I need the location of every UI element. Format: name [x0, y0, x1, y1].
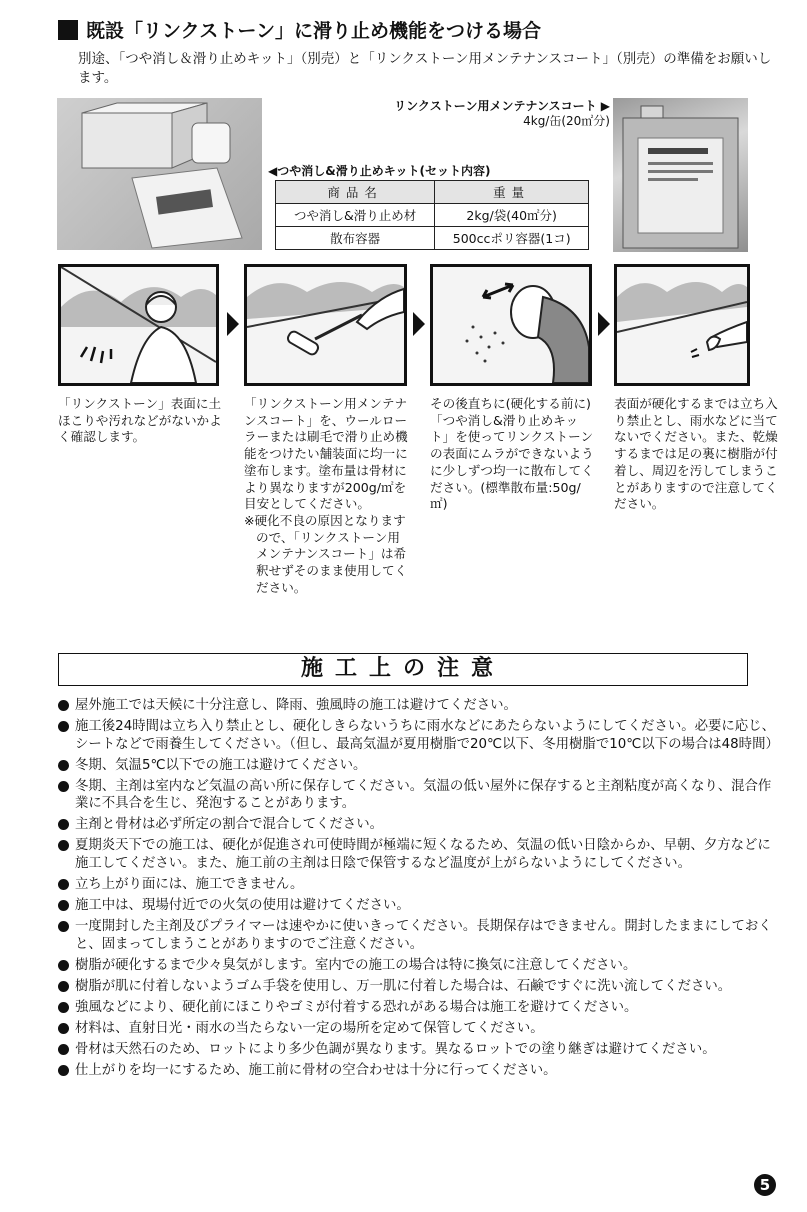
- list-item: 樹脂が肌に付着しないようゴム手袋を使用し、万一肌に付着した場合は、石鹸ですぐに洗い流してください。: [58, 978, 780, 996]
- list-item: 屋外施工では天候に十分注意し、降雨、強風時の施工は避けてください。: [58, 697, 780, 715]
- caution-heading: 施工上の注意: [58, 653, 748, 686]
- table-header-row: [276, 181, 589, 204]
- bullet-icon: [58, 900, 69, 911]
- caution-list: [58, 697, 780, 1083]
- page-number: 5: [754, 1174, 776, 1196]
- bullet-icon: [58, 960, 69, 971]
- bullet-icon: [58, 879, 69, 890]
- table-cell: 散布容器: [276, 227, 435, 250]
- list-item: 夏期炎天下での施工は、硬化が促進され可使時間が極端に短くなるため、気温の低い日陰からか、早朝、夕方などに施工してください。また、施工前の主剤は日陰で保管するなど温度が上がらないようにしてください。: [58, 837, 780, 872]
- section-title-text: 既設「リンクストーン」に滑り止め機能をつける場合: [86, 20, 542, 42]
- step1-illustration: [58, 264, 219, 386]
- list-item: 強風などにより、硬化前にほこりやゴミが付着する恐れがある場合は施工を避けてください。: [58, 999, 780, 1017]
- square-bullet-icon: [58, 20, 78, 40]
- maintenance-coat-spec: 4kg/缶(20㎡分): [523, 114, 610, 128]
- step4-text: 表面が硬化するまでは立ち入り禁止とし、雨水などに当てないでください。また、乾燥するまでは足の裏に樹脂が付着し、周辺を汚してしまうことがありますので注意してください。: [614, 396, 778, 512]
- table-cell: 2kg/袋(40㎡分): [435, 204, 589, 227]
- step3-text: その後直ちに(硬化する前に)「つや消し&滑り止めキット」を使ってリンクストーンの表面にムラができないように少しずつ均一に散布してください。(標準散布量:50g/㎡): [430, 396, 594, 512]
- bullet-icon: [58, 1044, 69, 1055]
- step2-description: 「リンクストーン用メンテナンスコート」を、ウールローラーまたは刷毛で滑り止め機能をつけたい舗装面に均一に塗布します。塗布量は骨材により異なりますが200g/㎡を目安としてください。: [244, 396, 408, 512]
- step2-illustration: [244, 264, 407, 386]
- kit-contents-label: ◀つや消し&滑り止めキット(セット内容): [268, 164, 491, 178]
- table-row: [276, 204, 589, 227]
- table-cell: つや消し&滑り止め材: [276, 204, 435, 227]
- list-item: 冬期、気温5℃以下での施工は避けてください。: [58, 757, 780, 775]
- maintenance-coat-can-photo: [613, 98, 748, 252]
- list-item: 冬期、主剤は室内など気温の高い所に保存してください。気温の低い屋外に保存すると主剤粘度が高くなり、混合作業に不具合を生じ、発泡することがあります。: [58, 778, 780, 813]
- section-title: [58, 16, 541, 43]
- bullet-icon: [58, 781, 69, 792]
- step3-illustration: [430, 264, 592, 386]
- list-item: 立ち上がり面には、施工できません。: [58, 876, 780, 894]
- bullet-icon: [58, 819, 69, 830]
- list-item: 施工中は、現場付近での火気の使用は避けてください。: [58, 897, 780, 915]
- step-arrow-icon: [227, 312, 239, 336]
- bullet-icon: [58, 840, 69, 851]
- table-row: [276, 227, 589, 250]
- list-item: 骨材は天然石のため、ロットにより多少色調が異なります。異なるロットでの塗り継ぎは避けてください。: [58, 1041, 780, 1059]
- step4-illustration: [614, 264, 750, 386]
- list-item: 材料は、直射日光・雨水の当たらない一定の場所を定めて保管してください。: [58, 1020, 780, 1038]
- table-cell: 500ccポリ容器(1コ): [435, 227, 589, 250]
- table-header-cell: 商品名: [276, 181, 435, 204]
- list-item: 施工後24時間は立ち入り禁止とし、硬化しきらないうちに雨水などにあたらないようにしてください。必要に応じ、シートなどで雨養生してください。（但し、最高気温が夏用樹脂で20℃以下、冬用樹脂で10℃以下の場合は48時間）: [58, 718, 780, 753]
- bullet-icon: [58, 700, 69, 711]
- list-item: 樹脂が硬化するまで少々臭気がします。室内での施工の場合は特に換気に注意してください。: [58, 957, 780, 975]
- maintenance-coat-name: リンクストーン用メンテナンスコート: [394, 99, 597, 113]
- step1-text: 「リンクストーン」表面に土ほこりや汚れなどがないかよく確認します。: [58, 396, 222, 445]
- table-header-cell: 重量: [435, 181, 589, 204]
- bullet-icon: [58, 981, 69, 992]
- kit-photo: [57, 98, 262, 250]
- step-arrow-icon: [598, 312, 610, 336]
- bullet-icon: [58, 1023, 69, 1034]
- list-item: 仕上がりを均一にするため、施工前に骨材の空合わせは十分に行ってください。: [58, 1062, 780, 1080]
- list-item: 主剤と骨材は必ず所定の割合で混合してください。: [58, 816, 780, 834]
- step-arrow-icon: [413, 312, 425, 336]
- step2-note: ※硬化不良の原因となりますので、「リンクストーン用メンテナンスコート」は希釈せずそのまま使用してください。: [244, 512, 408, 595]
- maintenance-coat-label: リンクストーン用メンテナンスコート ▶ 4kg/缶(20㎡分): [380, 99, 610, 129]
- list-item: 一度開封した主剤及びプライマーは速やかに使いきってください。長期保存はできません。開封したままにしておくと、固まってしまうことがありますのでご注意ください。: [58, 918, 780, 953]
- kit-contents-table: [275, 180, 589, 250]
- bullet-icon: [58, 760, 69, 771]
- bullet-icon: [58, 721, 69, 732]
- bullet-icon: [58, 1002, 69, 1013]
- intro-text: 別途、「つや消し＆滑り止めキット」（別売）と「リンクストーン用メンテナンスコート」（別売）の準備をお願いします。: [78, 51, 772, 86]
- step2-text: [244, 396, 410, 596]
- bullet-icon: [58, 921, 69, 932]
- bullet-icon: [58, 1065, 69, 1076]
